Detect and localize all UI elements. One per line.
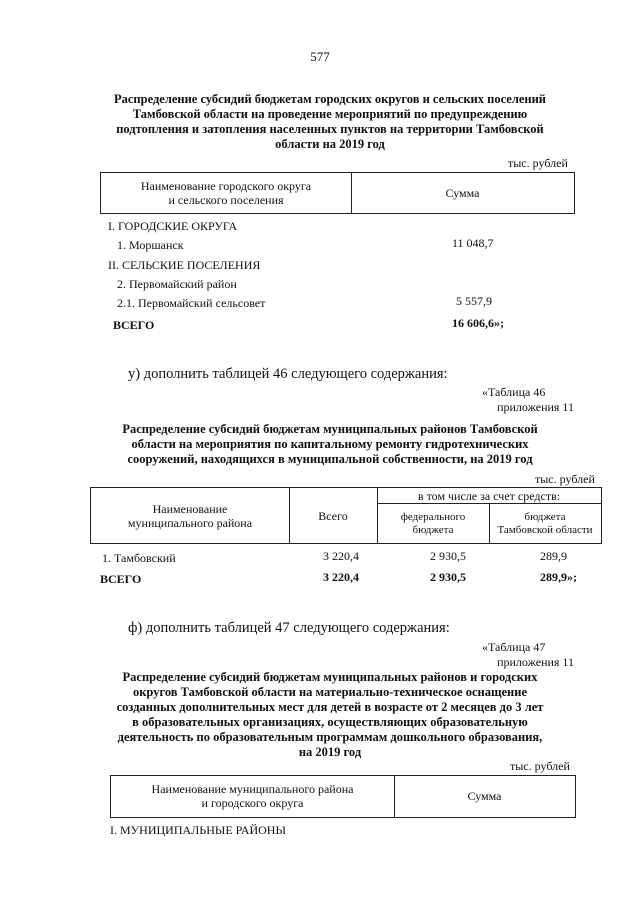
ref-line: приложения 11 xyxy=(497,400,574,414)
title-line: округов Тамбовской области на материально-техническое оснащение xyxy=(132,685,528,699)
header-line: бюджета xyxy=(524,511,566,523)
table-row: I. МУНИЦИПАЛЬНЫЕ РАЙОНЫ xyxy=(110,823,286,837)
table1-title xyxy=(100,92,560,152)
table-row: 2.1. Первомайский сельсовет xyxy=(117,296,266,310)
table-reference xyxy=(420,640,574,670)
title-line: Распределение субсидий бюджетам городских округов и сельских поселений xyxy=(113,92,546,106)
header-line: Наименование муниципального района xyxy=(151,782,354,796)
header-line: муниципального района xyxy=(127,516,253,530)
header-name xyxy=(91,502,289,530)
units-label: тыс. рублей xyxy=(535,472,595,486)
title-line: созданных дополнительных мест для детей в возрасте от 2 месяцев до 3 лет xyxy=(116,700,544,714)
table1-header xyxy=(100,172,575,214)
units-label: тыс. рублей xyxy=(510,759,570,773)
title-line: Тамбовской области на проведение мероприятий по предупреждению xyxy=(132,107,528,121)
row-total: 3 220,4 xyxy=(323,549,359,563)
header-line: Наименование городского округа xyxy=(140,179,312,193)
header-name xyxy=(101,179,351,207)
row-value: 11 048,7 xyxy=(452,236,494,250)
table47-header xyxy=(110,775,576,818)
title-line: Распределение субсидий бюджетам муниципальных районов и городских xyxy=(122,670,538,684)
header-federal xyxy=(377,511,489,537)
total-federal: 2 930,5 xyxy=(430,570,466,584)
table-row: 1. Тамбовский xyxy=(102,551,176,565)
table47-title xyxy=(90,670,570,760)
title-line: на 2019 год xyxy=(298,745,362,759)
row-divider xyxy=(377,503,601,504)
header-sum: Сумма xyxy=(467,789,502,803)
total-total: 3 220,4 xyxy=(323,570,359,584)
table-row: II. СЕЛЬСКИЕ ПОСЕЛЕНИЯ xyxy=(108,258,261,272)
header-line: бюджета xyxy=(412,524,454,536)
ref-line: приложения 11 xyxy=(497,655,574,669)
header-line: и городского округа xyxy=(201,796,304,810)
table46-header xyxy=(90,487,602,544)
header-line: Тамбовской области xyxy=(497,524,593,536)
total-label: ВСЕГО xyxy=(113,318,155,332)
ref-line: «Таблица 46 xyxy=(482,385,546,399)
row-value: 5 557,9 xyxy=(456,294,492,308)
title-line: Распределение субсидий бюджетам муниципальных районов Тамбовской xyxy=(122,422,538,436)
header-total: Всего xyxy=(318,509,348,523)
table46-title xyxy=(90,422,570,467)
title-line: сооружений, находящихся в муниципальной собственности, на 2019 год xyxy=(127,452,533,466)
header-including: в том числе за счет средств: xyxy=(417,489,561,503)
header-sum: Сумма xyxy=(445,186,480,200)
section-intro: ф) дополнить таблицей 47 следующего содержания: xyxy=(128,620,450,636)
table-row: I. ГОРОДСКИЕ ОКРУГА xyxy=(108,219,238,233)
row-federal: 2 930,5 xyxy=(430,549,466,563)
title-line: области на мероприятия по капитальному ремонту гидротехнических xyxy=(131,437,529,451)
header-line: федерального xyxy=(400,511,466,523)
title-line: деятельность по образовательным программам дошкольного образования, xyxy=(117,730,543,744)
table-row: 1. Моршанск xyxy=(117,238,184,252)
section-intro: у) дополнить таблицей 46 следующего содержания: xyxy=(128,366,448,382)
ref-line: «Таблица 47 xyxy=(482,640,546,654)
title-line: области на 2019 год xyxy=(275,137,385,151)
header-regional xyxy=(489,511,601,537)
total-value: 16 606,6»; xyxy=(452,316,504,330)
header-line: Наименование xyxy=(152,502,228,516)
header-name xyxy=(111,782,394,810)
units-label: тыс. рублей xyxy=(508,156,568,170)
row-regional: 289,9 xyxy=(540,549,567,563)
title-line: в образовательных организациях, осуществляющих образовательную xyxy=(132,715,528,729)
table-row: 2. Первомайский район xyxy=(117,277,237,291)
page-number: 577 xyxy=(310,49,330,64)
total-label: ВСЕГО xyxy=(100,572,142,586)
table-reference xyxy=(420,385,574,415)
total-regional: 289,9»; xyxy=(540,570,577,584)
title-line: подтопления и затопления населенных пунктов на территории Тамбовской xyxy=(116,122,544,136)
header-line: и сельского поселения xyxy=(168,193,284,207)
